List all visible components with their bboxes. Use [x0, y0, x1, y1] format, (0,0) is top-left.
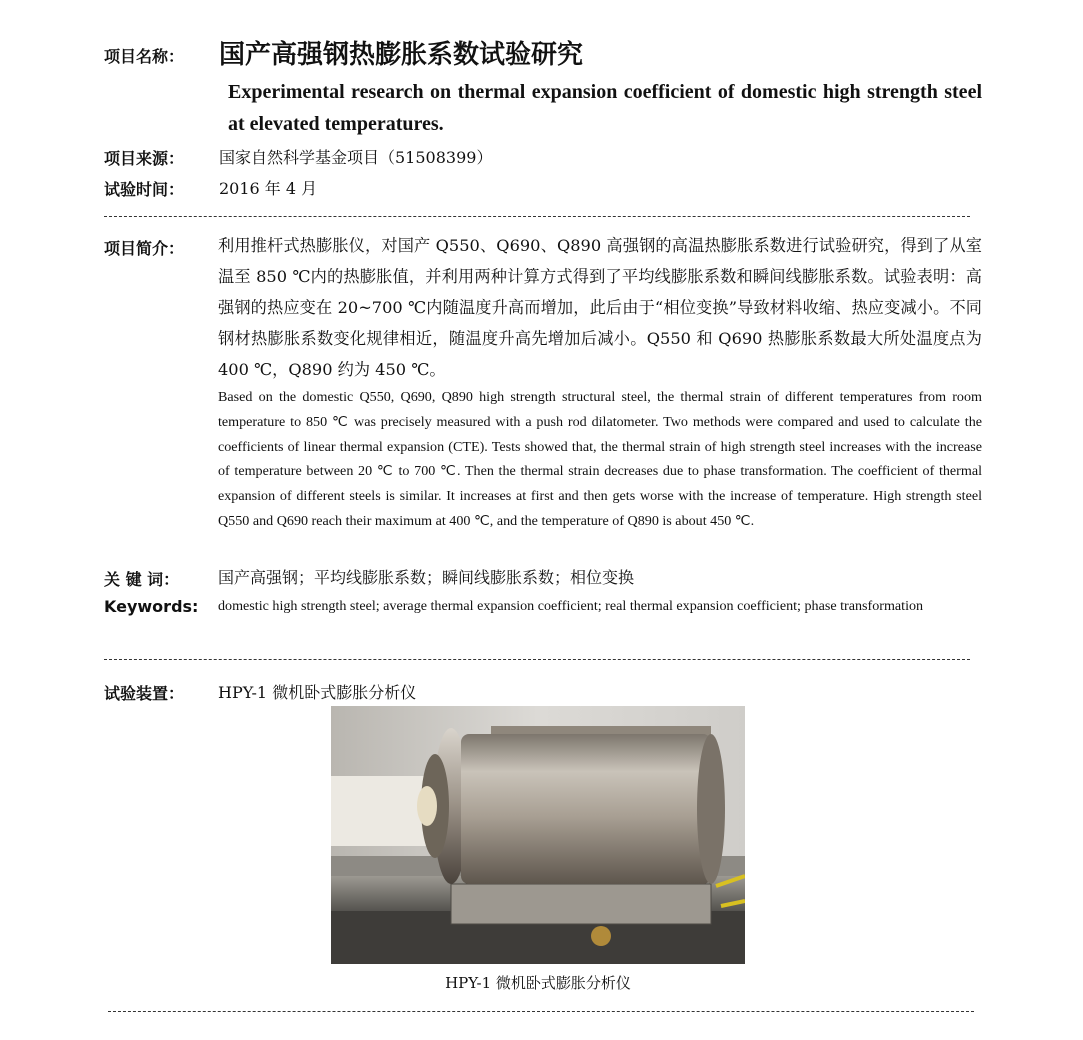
- keywords-cn: 国产高强钢；平均线膨胀系数；瞬间线膨胀系数；相位变换: [218, 568, 635, 587]
- apparatus-photo: [331, 706, 745, 964]
- divider-middle: [104, 659, 970, 660]
- summary-en: Based on the domestic Q550, Q690, Q890 high strength structural steel, the thermal strain of different temperatures from room temperature to 850 ℃ was precisely measured with a push rod dilatometer. Two methods were compared and used to calculate the coefficients of linear thermal expansion (CTE). Tests showed that, the thermal strain of high strength steel increases with the increase of temperature between 20 ℃ to 700 ℃. Then the thermal strain decreases due to phase transformation. The coefficient of thermal expansion of different steels is similar. It increases at first and then gets worse with the increase of temperature. High strength steel Q550 and Q690 reach their maximum at 400 ℃, and the temperature of Q890 is about 450 ℃.: [218, 389, 982, 529]
- keywords-cn-label: 关 键 词：: [104, 570, 180, 589]
- time-label: 试验时间：: [104, 180, 185, 199]
- apparatus-label: 试验装置：: [104, 684, 185, 703]
- dilatometer-illustration: [331, 706, 745, 964]
- keywords-en-label: Keywords:: [104, 597, 199, 616]
- project-name-label: 项目名称：: [104, 47, 185, 66]
- summary-label: 项目简介：: [104, 239, 185, 258]
- source-label: 项目来源：: [104, 149, 185, 168]
- divider-top: [104, 216, 970, 217]
- apparatus-value: HPY-1 微机卧式膨胀分析仪: [218, 683, 417, 702]
- source-value: 国家自然科学基金项目（51508399）: [219, 148, 493, 167]
- keywords-en: domestic high strength steel; average thermal expansion coefficient; real thermal expansion coefficient; phase transformation: [218, 598, 924, 614]
- summary-cn: 利用推杆式热膨胀仪，对国产 Q550、Q690、Q890 高强钢的高温热膨胀系数进行试验研究，得到了从室温至 850 ℃内的热膨胀值，并利用两种计算方式得到了平均线膨胀系数和瞬间线膨胀系数。试验表明：高强钢的热应变在 20~700 ℃内随温度升高而增加，此后由于“相位变换”导致材料收缩、热应变减小。不同钢材热膨胀系数变化规律相近，随温度升高先增加后减小。Q550 和 Q690 热膨胀系数最大所处温度点为 400 ℃，Q890 约为 450 ℃。: [218, 236, 982, 379]
- time-value: 2016 年 4 月: [219, 179, 318, 198]
- photo-caption: HPY-1 微机卧式膨胀分析仪: [445, 974, 631, 992]
- divider-bottom: [108, 1011, 974, 1012]
- title-cn: 国产高强钢热膨胀系数试验研究: [219, 40, 584, 70]
- title-en: Experimental research on thermal expansion coefficient of domestic high strength steel at elevated temperatures.: [228, 81, 982, 135]
